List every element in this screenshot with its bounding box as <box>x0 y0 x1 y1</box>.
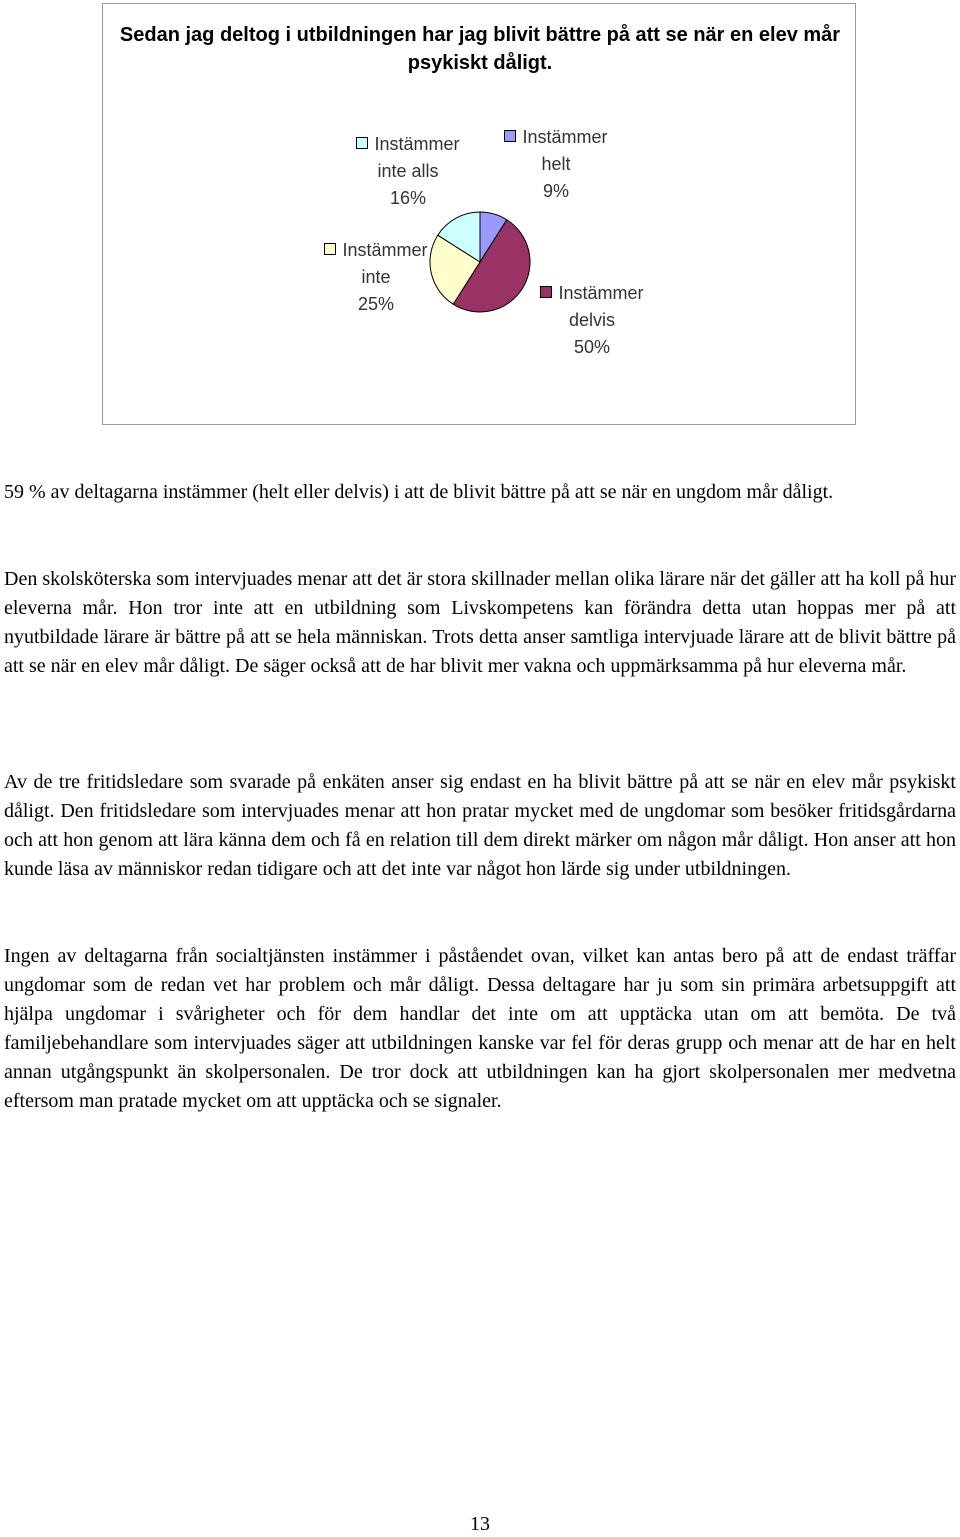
swatch-inte <box>324 243 336 255</box>
swatch-delvis <box>540 286 552 298</box>
chart-frame <box>102 3 856 425</box>
label-instammer-delvis: Instämmer delvis 50% <box>517 280 667 361</box>
label-instammer-inte: Instämmer inte 25% <box>301 237 451 318</box>
label-instammer-inte-alls: Instämmer inte alls 16% <box>333 131 483 212</box>
paragraph-2: Den skolsköterska som intervjuades menar att det är stora skillnader mellan olika lärare när det gäller att ha koll på hur eleverna mår. Hon tror inte att en utbildning som Livskompetens kan förändra detta utan hoppas mer på att nyutbildade lärare är bättre på att se hela människan. Trots detta anser samtliga intervjuade lärare att de blivit bättre på att se när en elev mår dåligt. De säger också att de har blivit mer vakna och uppmärksamma på hur eleverna mår. <box>4 568 956 677</box>
paragraph-3: Av de tre fritidsledare som svarade på enkäten anser sig endast en ha blivit bättre på att se när en elev mår psykiskt dåligt. Den fritidsledare som intervjuades menar att hon pratar mycket med de ungdomar som besöker fritidsgårdarna och att hon genom att lära känna dem och få en relation till dem direkt märker om någon mår dåligt. Hon anser att hon kunde läsa av människor redan tidigare och att det inte var något hon lärde sig under utbildningen. <box>4 771 956 880</box>
pie-chart <box>103 4 857 426</box>
page-number: 13 <box>470 1513 490 1535</box>
paragraph-1: 59 % av deltagarna instämmer (helt eller delvis) i att de blivit bättre på att se när en ungdom mår dåligt. <box>4 481 834 503</box>
swatch-inte-alls <box>356 137 368 149</box>
label-instammer-helt: Instämmer helt 9% <box>481 124 631 205</box>
swatch-helt <box>504 130 516 142</box>
chart-title: Sedan jag deltog i utbildningen har jag blivit bättre på att se när en elev mår psykiskt dåligt. <box>119 24 841 74</box>
paragraph-4: Ingen av deltagarna från socialtjänsten instämmer i påståendet ovan, vilket kan antas bero på att de endast träffar ungdomar som de redan vet har problem och mår dåligt. Dessa deltagare har ju som sin primära arbetsuppgift att hjälpa ungdomar i svårigheter och för dem handlar det inte om att upptäcka utan om att bemöta. De två familjebehandlare som intervjuades säger att utbildningen kanske var fel för deras grupp och menar att de har en helt annan utgångspunkt än skolpersonalen. De tror dock att utbildningen kan ha gjort skolpersonalen mer medvetna eftersom man pratade mycket om att upptäcka och se signaler. <box>4 945 956 1112</box>
